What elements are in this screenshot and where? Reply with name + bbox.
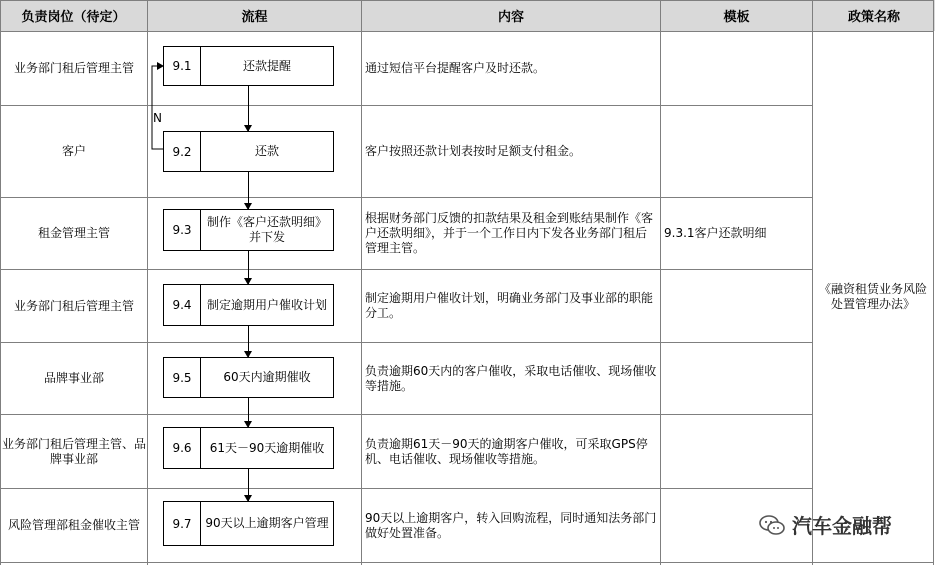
flow-step-number: 9.3 — [164, 210, 201, 250]
role-cell: 风险管理部租金催收主管 — [7, 518, 140, 532]
flow-arrow — [248, 469, 249, 501]
template-cell: 9.3.1客户还款明细 — [664, 226, 767, 240]
role-cell: 客户 — [61, 144, 86, 158]
flow-step-box — [163, 284, 334, 326]
content-cell: 通过短信平台提醒客户及时还款。 — [365, 61, 546, 75]
loop-label: N — [153, 111, 162, 125]
watermark — [758, 510, 892, 539]
flow-step-label: 制作《客户还款明细》并下发 — [206, 215, 327, 244]
role-cell: 业务部门租后管理主管 — [13, 61, 134, 75]
header-content: 内容 — [362, 0, 660, 31]
watermark-text: 汽车金融帮 — [792, 514, 892, 538]
flow-step-box — [163, 46, 334, 86]
flow-step-label: 61天－90天逾期催收 — [209, 440, 325, 455]
flow-step-box — [163, 209, 334, 251]
flow-step-box — [163, 427, 334, 469]
grid-line — [0, 0, 934, 1]
role-cell: 租金管理主管 — [37, 226, 110, 240]
flow-step-label: 制定逾期用户催收计划 — [206, 297, 327, 312]
policy-cell: 《融资租赁业务风险处置管理办法》 — [818, 282, 927, 311]
flow-arrow — [248, 172, 249, 209]
grid-line — [0, 562, 934, 563]
flow-step-label: 60天内逾期催收 — [223, 370, 311, 384]
flow-step-box — [163, 357, 334, 398]
content-cell: 客户按照还款计划表按时足额支付租金。 — [365, 144, 582, 158]
header-role: 负责岗位（待定） — [0, 0, 147, 31]
role-cell: 业务部门租后管理主管 — [13, 298, 134, 313]
role-cell: 品牌事业部 — [43, 371, 104, 385]
wechat-icon — [758, 514, 786, 536]
grid-line — [361, 0, 362, 565]
grid-line — [933, 0, 934, 565]
header-policy: 政策名称 — [813, 0, 935, 31]
flow-step-label: 还款提醒 — [242, 58, 291, 73]
grid-line — [812, 0, 813, 565]
flow-step-number: 9.2 — [164, 132, 201, 171]
content-cell: 制定逾期用户催收计划，明确业务部门及事业部的职能分工。 — [365, 291, 654, 320]
content-cell: 90天以上逾期客户，转入回购流程，同时通知法务部门做好处置准备。 — [365, 510, 657, 540]
content-cell: 根据财务部门反馈的扣款结果及租金到账结果制作《客户还款明细》，并于一个工作日内下发各业务部门租后管理主管。 — [365, 211, 654, 255]
flow-arrow — [248, 398, 249, 427]
flow-arrow — [248, 86, 249, 131]
flow-step-number: 9.1 — [164, 47, 201, 85]
header-template: 模板 — [661, 0, 812, 31]
loop-connector — [140, 55, 170, 160]
flow-step-box — [163, 131, 334, 172]
flow-step-label: 90天以上逾期客户管理 — [205, 516, 329, 530]
flow-step-number: 9.5 — [164, 358, 201, 397]
flow-step-box — [163, 501, 334, 546]
flow-step-label: 还款 — [254, 144, 279, 158]
flow-step-number: 9.7 — [164, 502, 201, 545]
flow-step-number: 9.6 — [164, 428, 201, 468]
content-cell: 负责逾期61天－90天的逾期客户催收，可采取GPS停机、电话催收、现场催收等措施。 — [365, 436, 648, 466]
flow-arrow — [248, 326, 249, 357]
flow-arrow — [248, 251, 249, 284]
grid-line — [660, 0, 661, 565]
role-cell: 业务部门租后管理主管、品牌事业部 — [1, 436, 146, 466]
flow-step-number: 9.4 — [164, 285, 201, 325]
header-process: 流程 — [148, 0, 361, 31]
content-cell: 负责逾期60天内的客户催收，采取电话催收、现场催收等措施。 — [365, 363, 657, 393]
